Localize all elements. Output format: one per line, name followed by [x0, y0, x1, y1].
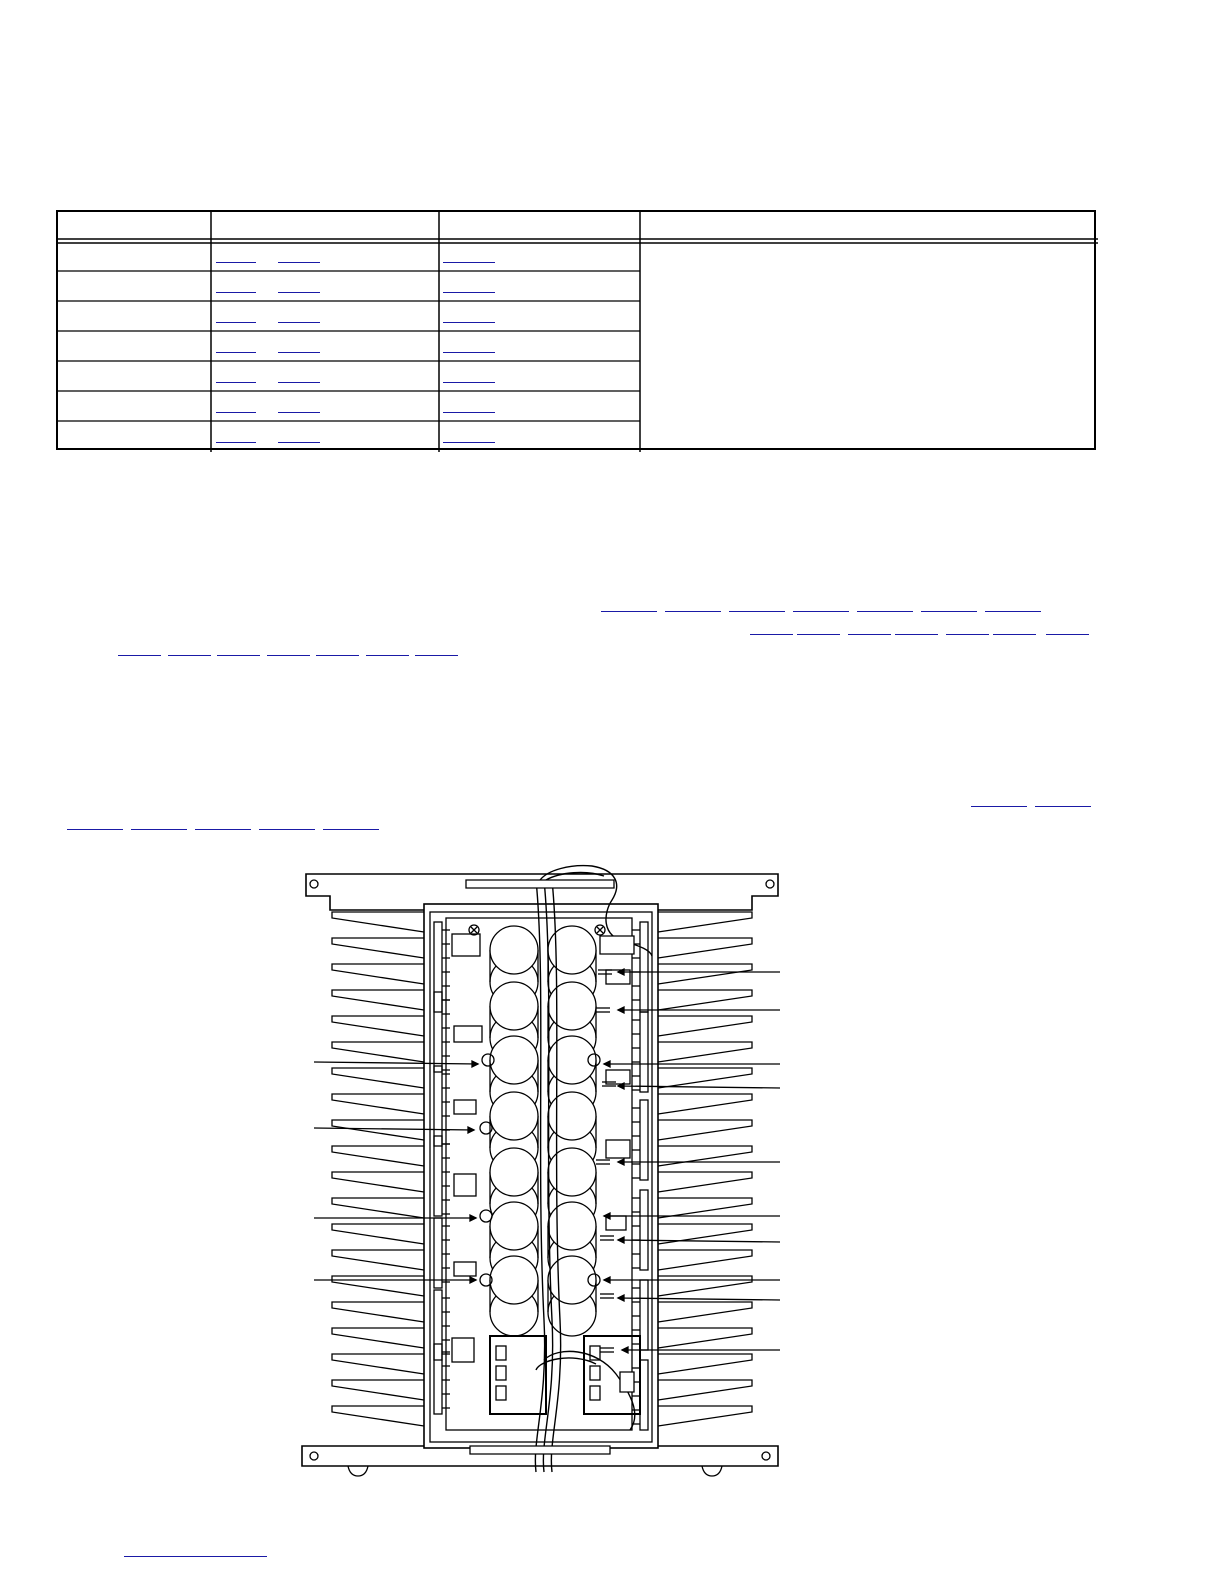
- paragraph-link[interactable]: [366, 655, 409, 656]
- heatsink-fin: [658, 1406, 752, 1426]
- paragraph-link[interactable]: [267, 655, 310, 656]
- paragraph-link[interactable]: [323, 829, 379, 830]
- table-link[interactable]: [278, 382, 320, 383]
- paragraph-link[interactable]: [217, 655, 260, 656]
- heatsink-fin: [658, 1068, 752, 1088]
- heatsink-fin: [332, 1380, 424, 1400]
- heatsink-fin: [658, 1198, 752, 1218]
- paragraph-link[interactable]: [1046, 634, 1089, 635]
- heatsink-fin: [332, 912, 424, 932]
- heatsink-fin: [332, 1068, 424, 1088]
- paragraph-link[interactable]: [118, 655, 161, 656]
- heatsink-fin: [332, 1198, 424, 1218]
- amplifier-board-layout-diagram-icon: [300, 860, 790, 1480]
- heatsink-fin: [658, 1354, 752, 1374]
- heatsink-fin: [658, 938, 752, 958]
- heatsink-fin: [658, 1380, 752, 1400]
- paragraph-link[interactable]: [946, 634, 989, 635]
- heatsink-fin: [658, 964, 752, 984]
- heatsink-fin: [332, 1120, 424, 1140]
- paragraph-link[interactable]: [985, 611, 1041, 612]
- heatsink-fin: [332, 1302, 424, 1322]
- heatsink-fin: [332, 990, 424, 1010]
- reference-table: [56, 210, 1096, 450]
- paragraph-link[interactable]: [750, 634, 793, 635]
- heatsink-fin: [658, 1276, 752, 1296]
- heatsink-fin: [658, 1094, 752, 1114]
- heatsink-fin: [658, 912, 752, 932]
- heatsink-fin: [332, 1172, 424, 1192]
- table-grid: [58, 212, 1098, 452]
- capacitor: [548, 1256, 596, 1336]
- table-link[interactable]: [216, 292, 256, 293]
- paragraph-link[interactable]: [665, 611, 721, 612]
- paragraph-link[interactable]: [259, 829, 315, 830]
- table-link[interactable]: [443, 352, 495, 353]
- table-link[interactable]: [278, 322, 320, 323]
- heatsink-fin: [332, 1354, 424, 1374]
- heatsink-fin: [332, 1406, 424, 1426]
- table-link[interactable]: [278, 352, 320, 353]
- heatsink-fin: [332, 964, 424, 984]
- table-link[interactable]: [216, 382, 256, 383]
- table-link[interactable]: [216, 412, 256, 413]
- heatsink-fin: [658, 1250, 752, 1270]
- heatsink-fin: [332, 938, 424, 958]
- paragraph-link[interactable]: [415, 655, 458, 656]
- paragraph-link[interactable]: [729, 611, 785, 612]
- paragraph-link[interactable]: [168, 655, 211, 656]
- amplifier-board-diagram: [300, 860, 790, 1480]
- paragraph-link[interactable]: [797, 634, 840, 635]
- table-link[interactable]: [216, 262, 256, 263]
- heatsink-fin: [332, 1250, 424, 1270]
- paragraph-link[interactable]: [601, 611, 657, 612]
- table-link[interactable]: [443, 442, 495, 443]
- heatsink-fin: [658, 1120, 752, 1140]
- heatsink-fin: [332, 1146, 424, 1166]
- capacitor: [490, 1256, 538, 1336]
- footer-link[interactable]: [124, 1556, 267, 1557]
- paragraph-link[interactable]: [971, 806, 1027, 807]
- heatsink-fin: [332, 1276, 424, 1296]
- heatsink-fin: [332, 1042, 424, 1062]
- heatsink-fin: [658, 1328, 752, 1348]
- table-link[interactable]: [278, 262, 320, 263]
- table-link[interactable]: [278, 442, 320, 443]
- heatsink-fin: [332, 1094, 424, 1114]
- table-link[interactable]: [278, 292, 320, 293]
- paragraph-link[interactable]: [848, 634, 891, 635]
- table-link[interactable]: [216, 442, 256, 443]
- paragraph-link[interactable]: [793, 611, 849, 612]
- heatsink-fin: [658, 1172, 752, 1192]
- paragraph-link[interactable]: [195, 829, 251, 830]
- paragraph-link[interactable]: [921, 611, 977, 612]
- table-link[interactable]: [443, 382, 495, 383]
- paragraph-link[interactable]: [895, 634, 938, 635]
- heatsink-fin: [332, 1328, 424, 1348]
- table-link[interactable]: [443, 322, 495, 323]
- table-link[interactable]: [216, 352, 256, 353]
- heatsink-fin: [658, 1302, 752, 1322]
- table-link[interactable]: [278, 412, 320, 413]
- heatsink-fin: [658, 1016, 752, 1036]
- table-link[interactable]: [443, 262, 495, 263]
- paragraph-link[interactable]: [1035, 806, 1091, 807]
- paragraph-link[interactable]: [993, 634, 1036, 635]
- heatsink-fin: [658, 990, 752, 1010]
- heatsink-fin: [658, 1146, 752, 1166]
- heatsink-fin: [658, 1042, 752, 1062]
- heatsink-fin: [332, 1224, 424, 1244]
- table-link[interactable]: [443, 292, 495, 293]
- paragraph-link[interactable]: [67, 829, 123, 830]
- paragraph-link[interactable]: [857, 611, 913, 612]
- paragraph-link[interactable]: [131, 829, 187, 830]
- table-link[interactable]: [443, 412, 495, 413]
- table-link[interactable]: [216, 322, 256, 323]
- paragraph-link[interactable]: [316, 655, 359, 656]
- heatsink-fin: [332, 1016, 424, 1036]
